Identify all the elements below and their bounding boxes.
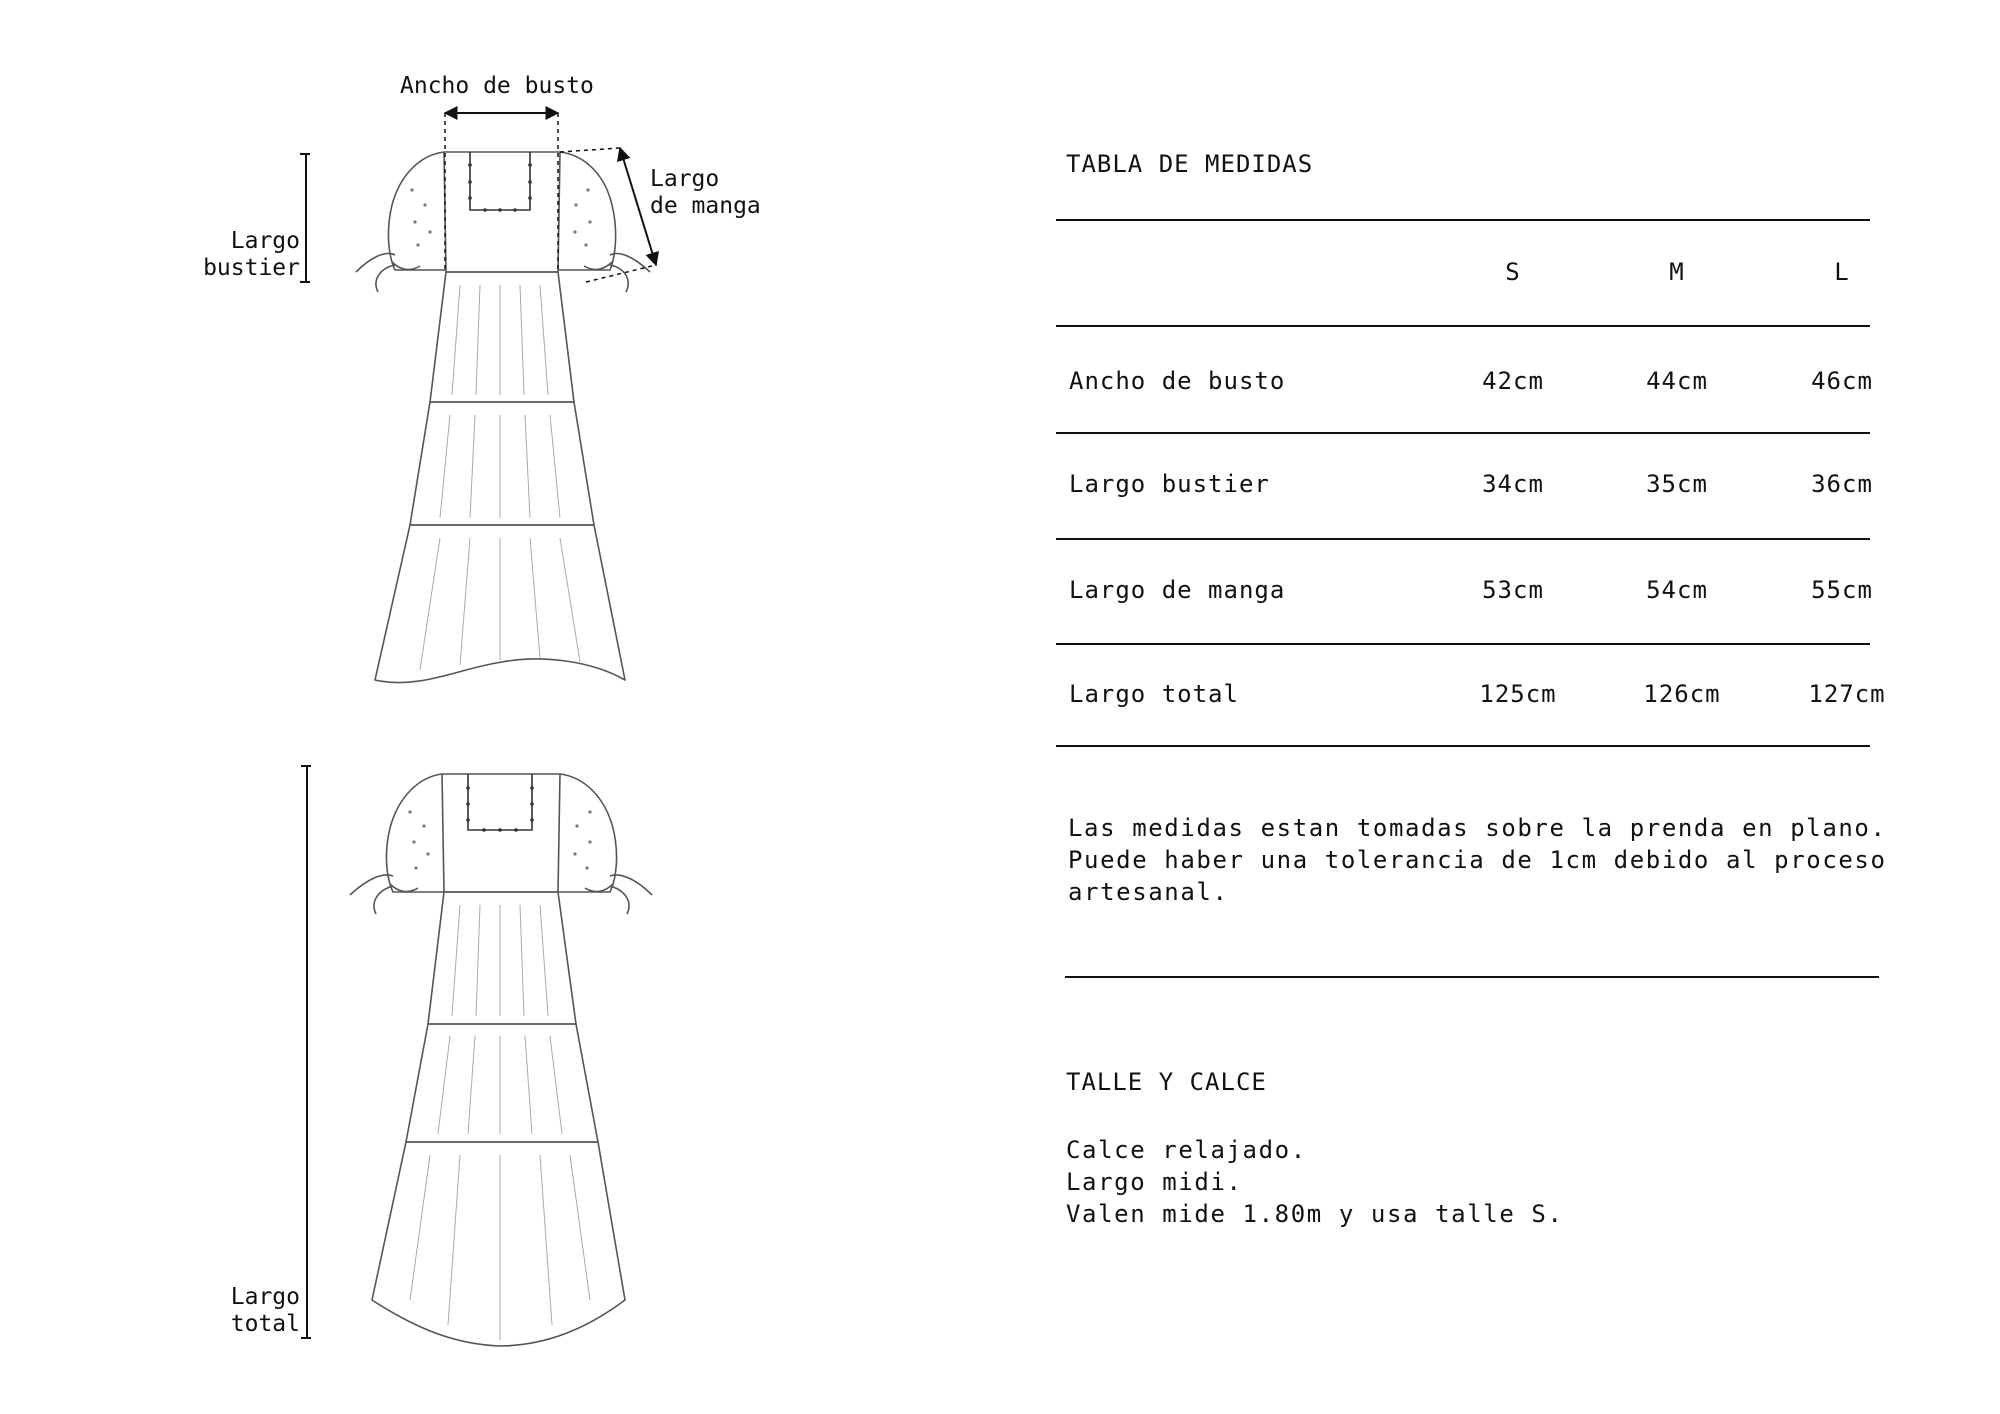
bodice-length-label: Largo bustier — [203, 228, 300, 281]
fit-section-title: TALLE Y CALCE — [1066, 1068, 1267, 1096]
dress-front-sketch — [356, 152, 650, 683]
row-value: 46cm — [1811, 367, 1873, 395]
row-value: 34cm — [1482, 470, 1544, 498]
fit-line: Calce relajado. — [1066, 1136, 1307, 1164]
dress-full-length-sketch — [350, 774, 652, 1346]
row-value: 54cm — [1646, 576, 1708, 604]
section-divider — [1065, 976, 1879, 978]
row-value: 125cm — [1479, 680, 1557, 708]
table-divider — [1056, 325, 1870, 327]
table-divider — [1056, 219, 1870, 221]
size-header-l: L — [1834, 258, 1850, 286]
row-label-total: Largo total — [1069, 680, 1239, 708]
row-label-sleeve: Largo de manga — [1069, 576, 1286, 604]
row-label-bodice: Largo bustier — [1069, 470, 1270, 498]
row-value: 126cm — [1643, 680, 1721, 708]
table-divider — [1056, 643, 1870, 645]
table-divider — [1056, 538, 1870, 540]
size-table-title: TABLA DE MEDIDAS — [1066, 150, 1314, 178]
measurement-arrow — [300, 113, 656, 1338]
row-value: 127cm — [1808, 680, 1886, 708]
fit-line: Valen mide 1.80m y usa talle S. — [1066, 1200, 1564, 1228]
bust-width-label: Ancho de busto — [400, 73, 594, 99]
row-value: 53cm — [1482, 576, 1544, 604]
size-header-s: S — [1505, 258, 1521, 286]
row-label-bust: Ancho de busto — [1069, 367, 1286, 395]
row-value: 44cm — [1646, 367, 1708, 395]
total-length-label: Largo total — [230, 1284, 300, 1337]
row-value: 42cm — [1482, 367, 1544, 395]
size-header-m: M — [1669, 258, 1685, 286]
sleeve-length-label: Largo de manga — [650, 166, 761, 219]
fit-line: Largo midi. — [1066, 1168, 1243, 1196]
row-value: 55cm — [1811, 576, 1873, 604]
row-value: 35cm — [1646, 470, 1708, 498]
row-value: 36cm — [1811, 470, 1873, 498]
table-divider — [1056, 432, 1870, 434]
table-divider — [1056, 745, 1870, 747]
measurement-note: Las medidas estan tomadas sobre la prenda en plano. Puede haber una tolerancia de 1cm debido al proceso artesanal. — [1068, 814, 1887, 906]
